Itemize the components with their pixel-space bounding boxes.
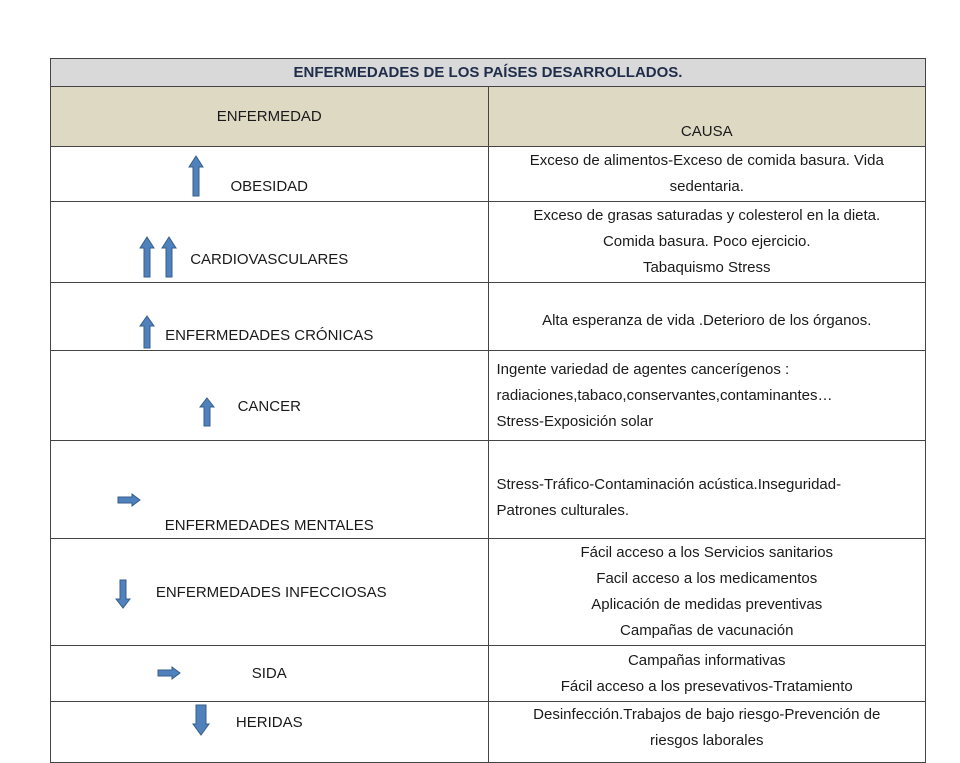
arrow-up-icon <box>139 236 155 278</box>
title-row <box>51 59 926 87</box>
arrow-down-icon <box>115 579 131 609</box>
arrow-down-icon <box>192 704 210 736</box>
cause-line: Comida basura. Poco ejercicio. <box>602 233 811 250</box>
disease-cell <box>51 646 489 702</box>
disease-label: ENFERMEDADES MENTALES <box>164 517 374 534</box>
header-disease: ENFERMEDAD <box>51 87 489 147</box>
cause-cell <box>488 147 926 202</box>
cause-line: Exceso de grasas saturadas y colesterol en la dieta. <box>533 207 881 224</box>
disease-label: ENFERMEDADES CRÓNICAS <box>165 327 374 344</box>
cause-line: Aplicación de medidas preventivas <box>591 596 823 613</box>
table-row <box>51 202 926 283</box>
cause-cell <box>488 646 926 702</box>
cause-cell <box>488 283 926 351</box>
cause-line: sedentaria. <box>669 178 744 195</box>
header-row <box>51 87 926 147</box>
cause-line: Fácil acceso a los presevativos-Tratamiento <box>560 677 853 695</box>
disease-cell <box>51 539 489 646</box>
arrow-up-icon <box>139 315 155 349</box>
cause-line: Tabaquismo Stress <box>642 259 771 276</box>
cause-line: Fácil acceso a los Servicios sanitarios <box>580 544 834 561</box>
arrow-up-icon <box>161 236 177 278</box>
cause-line: Patrones culturales. <box>496 501 630 519</box>
arrow-up-icon <box>199 397 215 427</box>
cause-cell <box>488 539 926 646</box>
cause-line: Ingente variedad de agentes cancerígenos : <box>496 360 790 378</box>
cause-cell <box>488 441 926 539</box>
disease-label: HERIDAS <box>235 714 303 731</box>
cause-line: riesgos laborales <box>650 732 764 749</box>
arrow-up-icon <box>188 155 204 197</box>
cause-cell <box>488 351 926 441</box>
disease-cell <box>51 147 489 202</box>
cause-line: Campañas informativas <box>627 651 786 669</box>
table-title: ENFERMEDADES DE LOS PAÍSES DESARROLLADOS. <box>51 59 926 87</box>
table-row <box>51 441 926 539</box>
cause-line: Desinfección.Trabajos de bajo riesgo-Prevención de <box>533 706 881 723</box>
disease-label: CANCER <box>237 398 301 415</box>
disease-label: ENFERMEDADES INFECCIOSAS <box>155 583 387 601</box>
arrow-right-icon <box>157 666 181 680</box>
disease-label: SIDA <box>251 665 287 682</box>
cause-cell <box>488 202 926 283</box>
diseases-table <box>50 58 926 763</box>
cause-line: Exceso de alimentos-Exceso de comida basura. Vida <box>529 152 884 169</box>
disease-cell <box>51 351 489 441</box>
disease-cell <box>51 283 489 351</box>
cause-line: Campañas de vacunación <box>620 622 794 639</box>
cause-cell <box>488 702 926 763</box>
disease-label: CARDIOVASCULARES <box>190 251 349 268</box>
cause-line: Facil acceso a los medicamentos <box>596 570 818 587</box>
cause-line: Alta esperanza de vida .Deterioro de los órganos. <box>542 311 872 329</box>
table-row <box>51 283 926 351</box>
arrow-right-icon <box>117 493 141 507</box>
table-row <box>51 539 926 646</box>
table-row <box>51 351 926 441</box>
table-row <box>51 646 926 702</box>
cause-line: radiaciones,tabaco,conservantes,contaminantes… <box>496 386 833 404</box>
disease-cell <box>51 202 489 283</box>
table-row <box>51 702 926 763</box>
cause-line: Stress-Tráfico-Contaminación acústica.Inseguridad- <box>496 475 842 493</box>
disease-label: OBESIDAD <box>230 178 309 195</box>
table-row <box>51 147 926 202</box>
header-cause: CAUSA <box>488 87 926 147</box>
disease-cell <box>51 702 489 763</box>
cause-line: Stress-Exposición solar <box>496 412 654 430</box>
disease-cell <box>51 441 489 539</box>
